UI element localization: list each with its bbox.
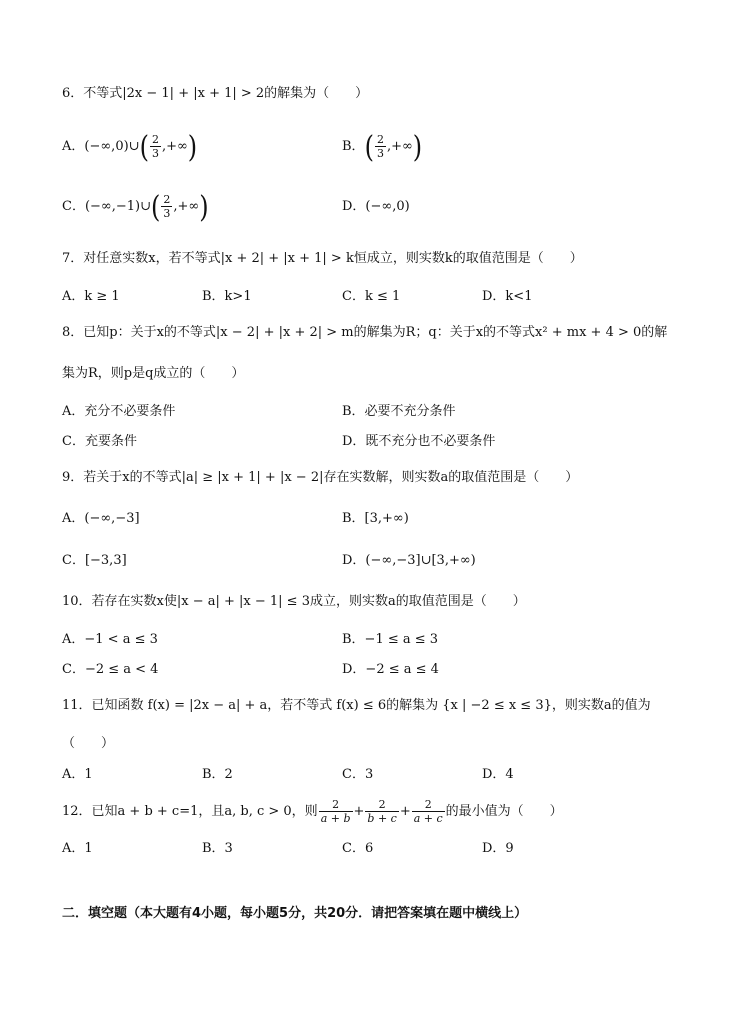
q6-option-c xyxy=(62,190,209,224)
left-paren: ( xyxy=(139,129,149,164)
q10-option-b: B．−1 ≤ a ≤ 3 xyxy=(342,632,439,647)
q7-option-b: B．k>1 xyxy=(202,289,252,304)
q6-option-b xyxy=(342,130,422,164)
q8-option-d: D．既不充分也不必要条件 xyxy=(342,434,496,449)
fraction-numerator: 2 xyxy=(376,133,384,146)
fraction-numerator: 2 xyxy=(319,798,353,812)
fraction-denominator: 3 xyxy=(376,147,384,160)
q6-option-d: D．(−∞,0) xyxy=(342,199,410,214)
q10-option-a: A．−1 < a ≤ 3 xyxy=(62,632,158,647)
q12-option-b: B．3 xyxy=(202,841,233,856)
option-label: A． xyxy=(62,139,85,154)
q7-option-d: D．k<1 xyxy=(482,289,533,304)
plus-sign: + xyxy=(353,804,365,819)
q9-option-a: A．(−∞,−3] xyxy=(62,511,140,526)
fraction-numerator: 2 xyxy=(412,798,445,812)
fraction xyxy=(161,193,172,220)
q8-option-b: B．必要不充分条件 xyxy=(342,404,456,419)
question-12-stem xyxy=(62,794,563,830)
q11-option-d: D．4 xyxy=(482,767,514,782)
option-label: B． xyxy=(342,139,365,154)
q12-option-c: C．6 xyxy=(342,841,374,856)
q12-option-d: D．9 xyxy=(482,841,514,856)
fraction xyxy=(365,798,398,825)
option-label: C． xyxy=(62,199,85,214)
fraction xyxy=(412,798,445,825)
fraction-numerator: 2 xyxy=(365,798,398,812)
q10-option-c: C．−2 ≤ a < 4 xyxy=(62,662,159,677)
section-heading-fill-in-blank: 二．填空题（本大题有4小题，每小题5分，共20分．请把答案填在题中横线上） xyxy=(62,906,528,921)
question-10-stem: 10．若存在实数x使|x − a| + |x − 1| ≤ 3成立，则实数a的取值范围是（ ） xyxy=(62,594,526,609)
q12-option-a: A．1 xyxy=(62,841,93,856)
q7-option-a: A．k ≥ 1 xyxy=(62,289,120,304)
fraction xyxy=(319,798,353,825)
question-6-stem: 6．不等式|2x − 1| + |x + 1| > 2的解集为（ ） xyxy=(62,86,369,101)
q9-option-b: B．[3,+∞) xyxy=(342,511,409,526)
option-interval-suffix: ,+∞ xyxy=(161,139,188,154)
fraction xyxy=(375,133,386,160)
q8-option-c: C．充要条件 xyxy=(62,434,137,449)
option-interval-prefix: (−∞,0)∪ xyxy=(84,139,140,154)
q9-option-c: C．[−3,3] xyxy=(62,553,127,568)
q11-option-b: B．2 xyxy=(202,767,233,782)
right-paren: ) xyxy=(412,129,423,164)
q7-option-c: C．k ≤ 1 xyxy=(342,289,401,304)
fraction-numerator: 2 xyxy=(151,133,159,146)
stem-suffix: 的最小值为（ ） xyxy=(445,804,563,819)
q10-option-d: D．−2 ≤ a ≤ 4 xyxy=(342,662,439,677)
q11-option-a: A．1 xyxy=(62,767,93,782)
option-interval-prefix: (−∞,−1)∪ xyxy=(84,199,152,214)
fraction-denominator: 3 xyxy=(163,207,171,220)
fraction-numerator: 2 xyxy=(163,193,171,206)
fraction-denominator: 3 xyxy=(151,147,159,160)
question-11-stem-line2: （ ） xyxy=(62,736,115,751)
fraction xyxy=(150,133,161,160)
left-paren: ( xyxy=(151,189,161,224)
fraction-denominator: a + b xyxy=(320,812,351,825)
question-8-stem-line2: 集为R，则p是q成立的（ ） xyxy=(62,366,245,381)
option-interval-suffix: ,+∞ xyxy=(173,199,200,214)
question-8-stem-line1: 8．已知p：关于x的不等式|x − 2| + |x + 2| > m的解集为R；q：关于x的不等式x² + mx + 4 > 0的解 xyxy=(62,325,668,340)
q11-option-c: C．3 xyxy=(342,767,374,782)
question-11-stem-line1: 11．已知函数 f(x) = |2x − a| + a，若不等式 f(x) ≤ 6的解集为 {x | −2 ≤ x ≤ 3}，则实数a的值为 xyxy=(62,698,651,713)
q8-option-a: A．充分不必要条件 xyxy=(62,404,176,419)
question-7-stem: 7．对任意实数x，若不等式|x + 2| + |x + 1| > k恒成立，则实数k的取值范围是（ ） xyxy=(62,251,583,266)
stem-prefix: 12．已知a + b + c=1，且a, b, c > 0，则 xyxy=(62,804,318,819)
left-paren: ( xyxy=(364,129,374,164)
plus-sign: + xyxy=(399,804,411,819)
option-interval-suffix: ,+∞ xyxy=(386,139,413,154)
fraction-denominator: b + c xyxy=(367,812,397,825)
fraction-denominator: a + c xyxy=(413,812,443,825)
right-paren: ) xyxy=(187,129,198,164)
question-9-stem: 9．若关于x的不等式|a| ≥ |x + 1| + |x − 2|存在实数解，则实数a的取值范围是（ ） xyxy=(62,470,579,485)
q9-option-d: D．(−∞,−3]∪[3,+∞) xyxy=(342,553,476,568)
q6-option-a xyxy=(62,130,197,164)
right-paren: ) xyxy=(199,189,209,224)
